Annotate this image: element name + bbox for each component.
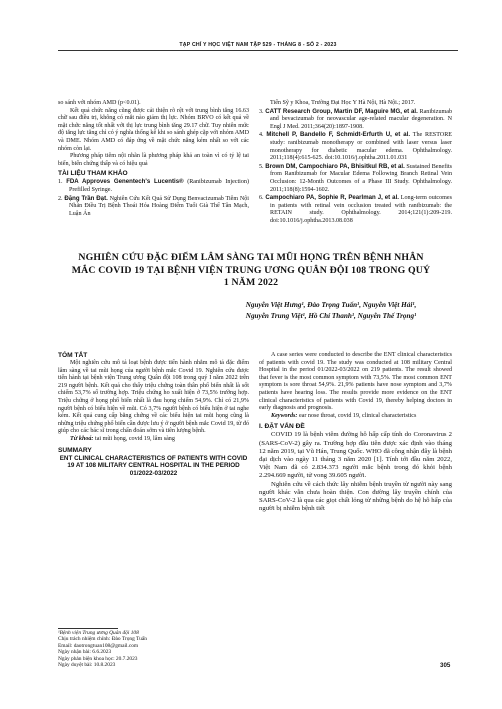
- left-column-bottom: [58, 352, 249, 478]
- introduction-text-2: Nghiên cứu về cách thức lây nhiễm bệnh truyền từ người này sang người khác vẫn chưa hoàn thiện. Con đường lây truyền chính của SARS-CoV-2 là qua các giọt chất lỏng từ những bệnh do hệ hô hấp của người bị nhiễm bệnh tiết: [259, 480, 452, 513]
- footnote-email: Email: daotrongtuan108@gmail.com: [58, 642, 139, 649]
- paragraph: so sánh với nhóm AMD (p<0.01).: [58, 100, 141, 106]
- reference-5: 5. Brown DM, Campochiaro PA, Bhisitkul RB, et al. Sustained Benefits from Ranibizumab for Macular Edema Following Branch Retinal Vein Occlusion: 12-Month Outcomes of a Phase III Study. Ophthalmology. 2011;118(8):1594-1602.: [259, 162, 453, 193]
- right-column-bottom: [259, 352, 452, 513]
- paragraph: Phương pháp tiêm nội nhãn là phương pháp khả an toàn vì có tỷ lệ tai biến, biến chứng thấp và có hiệu quả: [58, 153, 249, 167]
- footnote-accepted: Ngày duyệt bài: 10.8.2023: [58, 662, 116, 669]
- footnote-affiliation: ¹Bệnh viện Trung ương Quân đội 108: [58, 630, 139, 636]
- reference-2-continued: Tiến Sỹ y Khoa, Trường Đại Học Y Hà Nội, Hà Nội.; 2017.: [270, 100, 416, 106]
- abstract-heading: TÓM TẮT: [58, 352, 88, 359]
- references-heading: TÀI LIỆU THAM KHẢO: [58, 170, 128, 178]
- left-column-top: [58, 100, 249, 218]
- summary-text: A case series were conducted to describe the ENT clinical characteristics of patients with covid 19. The study was conducted at 108 military Central Hospital in the period 01/2022-03/2022 on 219 patients. The result showed that fever is the most common symptom with 73,5%. The most common ENT symptom is sore throat 54,9%. 21,9% patients have nose symptom and 3,7% patients have hearing loss. The results provide more evidence on the ENT clinical characteristics of patients with Covid 19, thereby helping doctors in early diagnosis and prognosis.: [259, 352, 452, 412]
- summary-heading: SUMMARY: [58, 446, 92, 454]
- right-column-top: [259, 100, 452, 226]
- reference-1: 1. FDA Approves Genentech's Lucentis® (Ranibizumab Injection) Prefilled Syringe.: [58, 178, 250, 193]
- footnotes: [58, 630, 248, 668]
- introduction-text: COVID 19 là bệnh viêm đường hô hấp cấp tính do Coronavirus 2 (SARS-CoV-2) gây ra. Trường hợp đầu tiên được xác định vào tháng 12 năm 2019, tại Vũ Hán, Trung Quốc. WHO đã công nhận đây là bệnh đại dịch vào ngày 11 tháng 3 năm 2020 [1]. Tính tới đầu năm 2022, Việt Nam đã có 2.834.373 người mắc bệnh trong đó khỏi bệnh 2.294.669 người, tử vong 39.605 người.: [259, 431, 452, 480]
- footnote-reviewed: Ngày phản biện khoa học: 20.7.2023: [58, 655, 138, 662]
- header-rule: [58, 50, 458, 51]
- abstract-text: Một nghiên cứu mô tả loạt bệnh được tiến hành nhằm mô tả đặc điểm lâm sàng về tai mũi họng của người bệnh mắc Covid 19. Nghiên cứu được tiến hành tại bệnh viện Trung ương Quân đội 108 trong quý I năm 2022 trên 219 người bệnh. Kết quả cho thấy triệu chứng toàn thân phổ biến nhất là sốt chiếm 53,7% số trường hợp. Triệu chứng ho xuất hiện ở 73,5% trường hợp. Triệu chứng ở họng phổ biến nhất là đau họng chiếm 54,9%. Chỉ có 21,9% người bệnh có biểu hiện về mũi. Có 3,7% người bệnh có biểu hiện ở tai nghe kém. Kết quả cung cấp bằng chứng về các biểu hiện tai mũi họng cũng là những triệu chứng phổ biến cần được lưu ý ở người bệnh mắc Covid 19, từ đó giúp cho các bác sĩ trong chẩn đoán sớm và tiên lượng bệnh.: [58, 360, 249, 435]
- summary-title: ENT CLINICAL CHARACTERISTICS OF PATIENTS WITH COVID 19 AT 108 MILITARY CENTRAL HOSPITAL IN THE PERIOD 01/2022-03/2022: [59, 454, 248, 478]
- reference-3: 3. CATT Research Group, Martin DF, Maguire MG, et al. Ranibizumab and bevacizumab for neovascular age-related macular degeneration. N Engl J Med. 2011;364(20):1897-1908.: [259, 107, 452, 130]
- authors-line-2: Nguyễn Trung Việt¹, Hồ Chí Thanh¹, Nguyễn Thế Trọng¹: [245, 312, 417, 320]
- reference-4: 4. Mitchell P, Bandello F, Schmidt-Erfurth U, et al. The RESTORE study: ranibizumab monotherapy or combined with laser versus laser monotherapy for diabetic macular edema. Ophthalmology. 2011;118(4):615-625. doi:10.1016/j.ophtha.2011.01.031: [259, 131, 452, 162]
- authors-line-1: Nguyễn Việt Hưng¹, Đào Trọng Tuấn¹, Nguyễn Việt Hải¹,: [245, 301, 417, 309]
- article-title: NGHIÊN CỨU ĐẶC ĐIỂM LÂM SÀNG TAI MŨI HỌNG TRÊN BỆNH NHÂN MẮC COVID 19 TẠI BỆNH VIỆN TRUNG ƯƠNG QUÂN ĐỘI 108 TRONG QUÝ 1 NĂM 2022: [71, 252, 431, 289]
- footnote-corresponding: Chịu trách nhiệm chính: Đào Trọng Tuấn: [58, 636, 147, 643]
- page-number: 305: [440, 662, 451, 669]
- reference-6: 6. Campochiaro PA, Sophie R, Pearlman J, et al. Long-term outcomes in patients with retinal vein occlusion treated with ranibizumab: the RETAIN study. Ophthalmology. 2014;121(1):209-219. doi:10.1016/j.ophtha.2013.08.038: [259, 194, 452, 224]
- article-authors: [200, 300, 462, 322]
- keywords-en: Keywords: ear nose throat, covid 19, clinical characteristics: [271, 412, 417, 419]
- paragraph: Kết quả chức năng cũng được cải thiện rõ rệt với trung bình tăng 16.63 chữ sau điều trị, không có mắt nào giảm thị lực. Nhóm BRVO có kết quả về mặt chức năng tốt nhất với thị lực trung bình tăng 29.17 chữ. Tuy nhiên mức độ tăng lực tăng chỉ có ý nghĩa thống kê khi so sánh ghép cặp với nhóm AMD và DME. Nhóm AMD có đáp ứng về mặt chức năng kém nhất so với các nhóm còn lại.: [58, 107, 249, 152]
- journal-header: TẠP CHÍ Y HỌC VIỆT NAM TẬP 529 - THÁNG 8 - SỐ 2 - 2023: [179, 42, 337, 48]
- footnote-rule: [58, 628, 118, 629]
- introduction-heading: I. ĐẶT VẤN ĐỀ: [259, 423, 305, 431]
- keywords-vi: Từ khoá: tai mũi họng, covid 19, lâm sàng: [70, 435, 175, 442]
- footnote-received: Ngày nhận bài: 6.6.2023: [58, 649, 112, 656]
- reference-2: 2. Đặng Trần Đạt. Nghiên Cứu Kết Quả Sử Dụng Benvacizumab Tiêm Nội Nhãn Điều Trị Bệnh Thoái Hóa Hoàng Điểm Tuổi Già Thể Tân Mạch, Luận Án: [58, 194, 250, 217]
